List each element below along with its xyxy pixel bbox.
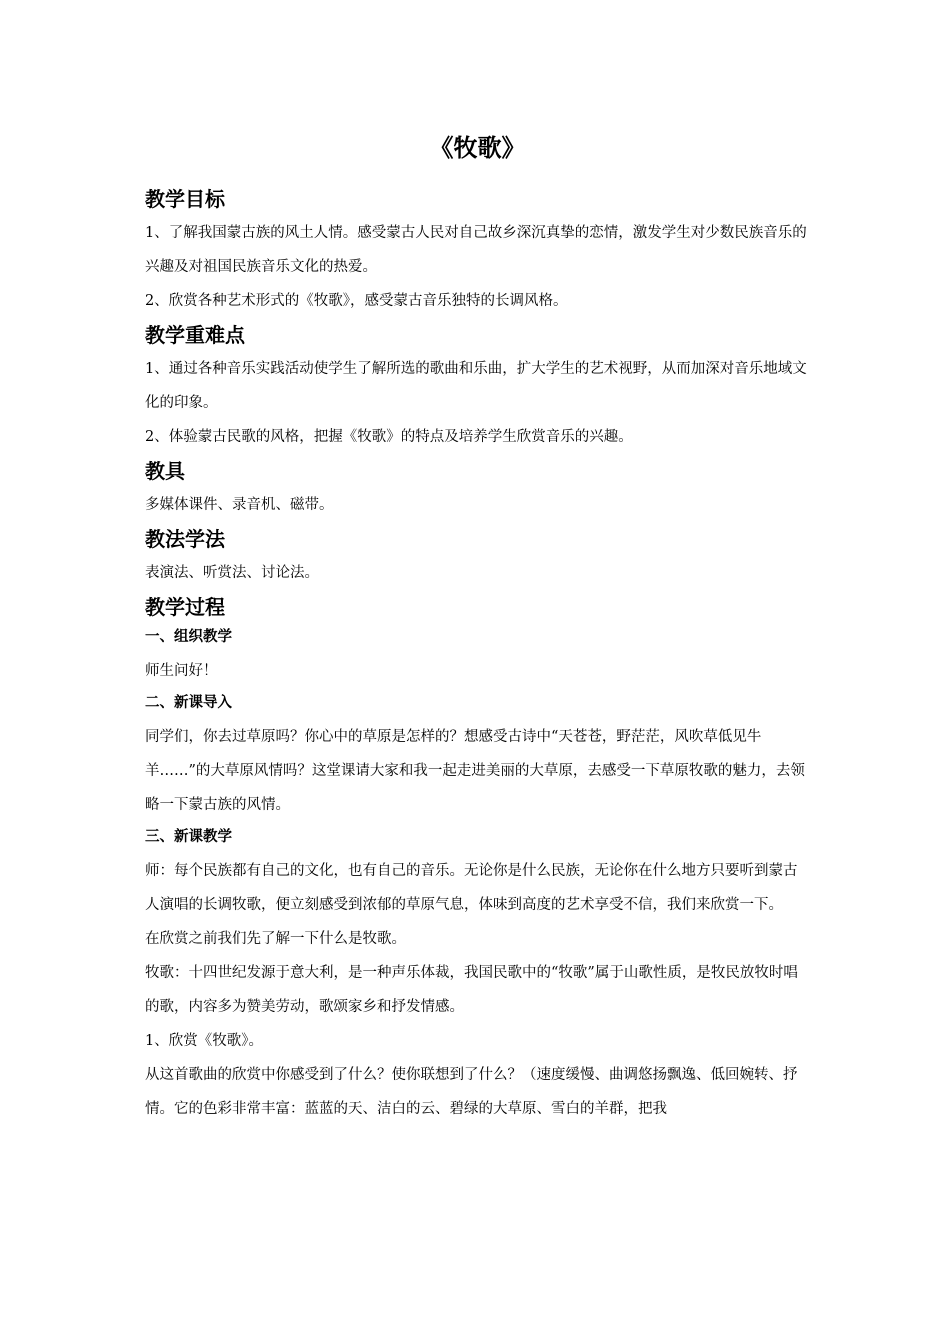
paragraph-lesson-1: 师：每个民族都有自己的文化，也有自己的音乐。无论你是什么民族，无论你在什么地方只要听到蒙古人演唱的长调牧歌，便立刻感受到浓郁的草原气息，体味到高度的艺术享受不信，我们来欣赏一下。: [145, 863, 798, 913]
paragraph-lesson-2: 在欣赏之前我们先了解一下什么是牧歌。: [145, 931, 406, 947]
heading-teaching-methods: 教法学法: [145, 527, 225, 551]
paragraph-lesson-3: 牧歌：十四世纪发源于意大利，是一种声乐体裁，我国民歌中的“牧歌”属于山歌性质，是牧民放牧时唱的歌，内容多为赞美劳动，歌颂家乡和抒发情感。: [145, 965, 798, 1015]
paragraph-goal-1: 1、了解我国蒙古族的风土人情。感受蒙古人民对自己故乡深沉真挚的恋情，激发学生对少数民族音乐的兴趣及对祖国民族音乐文化的热爱。: [145, 225, 807, 275]
paragraph-greeting: 师生问好！: [145, 663, 218, 679]
paragraph-keypoint-2: 2、体验蒙古民歌的风格，把握《牧歌》的特点及培养学生欣赏音乐的兴趣。: [145, 429, 633, 445]
paragraph-keypoint-1: 1、通过各种音乐实践活动使学生了解所选的歌曲和乐曲，扩大学生的艺术视野，从而加深对音乐地域文化的印象。: [145, 361, 807, 411]
paragraph-tools: 多媒体课件、录音机、磁带。: [145, 497, 334, 513]
paragraph-introduction: 同学们，你去过草原吗？你心中的草原是怎样的？想感受古诗中“天苍苍，野茫茫，风吹草低见牛羊……”的大草原风情吗？这堂课请大家和我一起走进美丽的大草原，去感受一下草原牧歌的魅力，去领略一下蒙古族的风情。: [145, 729, 805, 813]
subheading-introduction: 二、新课导入: [145, 695, 232, 711]
paragraph-goal-2: 2、欣赏各种艺术形式的《牧歌》，感受蒙古音乐独特的长调风格。: [145, 293, 568, 309]
paragraph-lesson-4: 1、欣赏《牧歌》。: [145, 1033, 263, 1049]
heading-key-points: 教学重难点: [145, 323, 245, 347]
paragraph-lesson-5: 从这首歌曲的欣赏中你感受到了什么？使你联想到了什么？（速度缓慢、曲调悠扬飘逸、低回婉转、抒情。它的色彩非常丰富：蓝蓝的天、洁白的云、碧绿的大草原、雪白的羊群，把我: [145, 1067, 798, 1117]
document-title: 《牧歌》: [429, 134, 526, 162]
document-content: [145, 126, 810, 1126]
subheading-new-lesson: 三、新课教学: [145, 829, 232, 845]
subheading-organize: 一、组织教学: [145, 629, 232, 645]
heading-teaching-process: 教学过程: [145, 595, 225, 619]
paragraph-methods: 表演法、听赏法、讨论法。: [145, 565, 319, 581]
heading-teaching-tools: 教具: [145, 459, 185, 483]
heading-teaching-goals: 教学目标: [145, 187, 225, 211]
